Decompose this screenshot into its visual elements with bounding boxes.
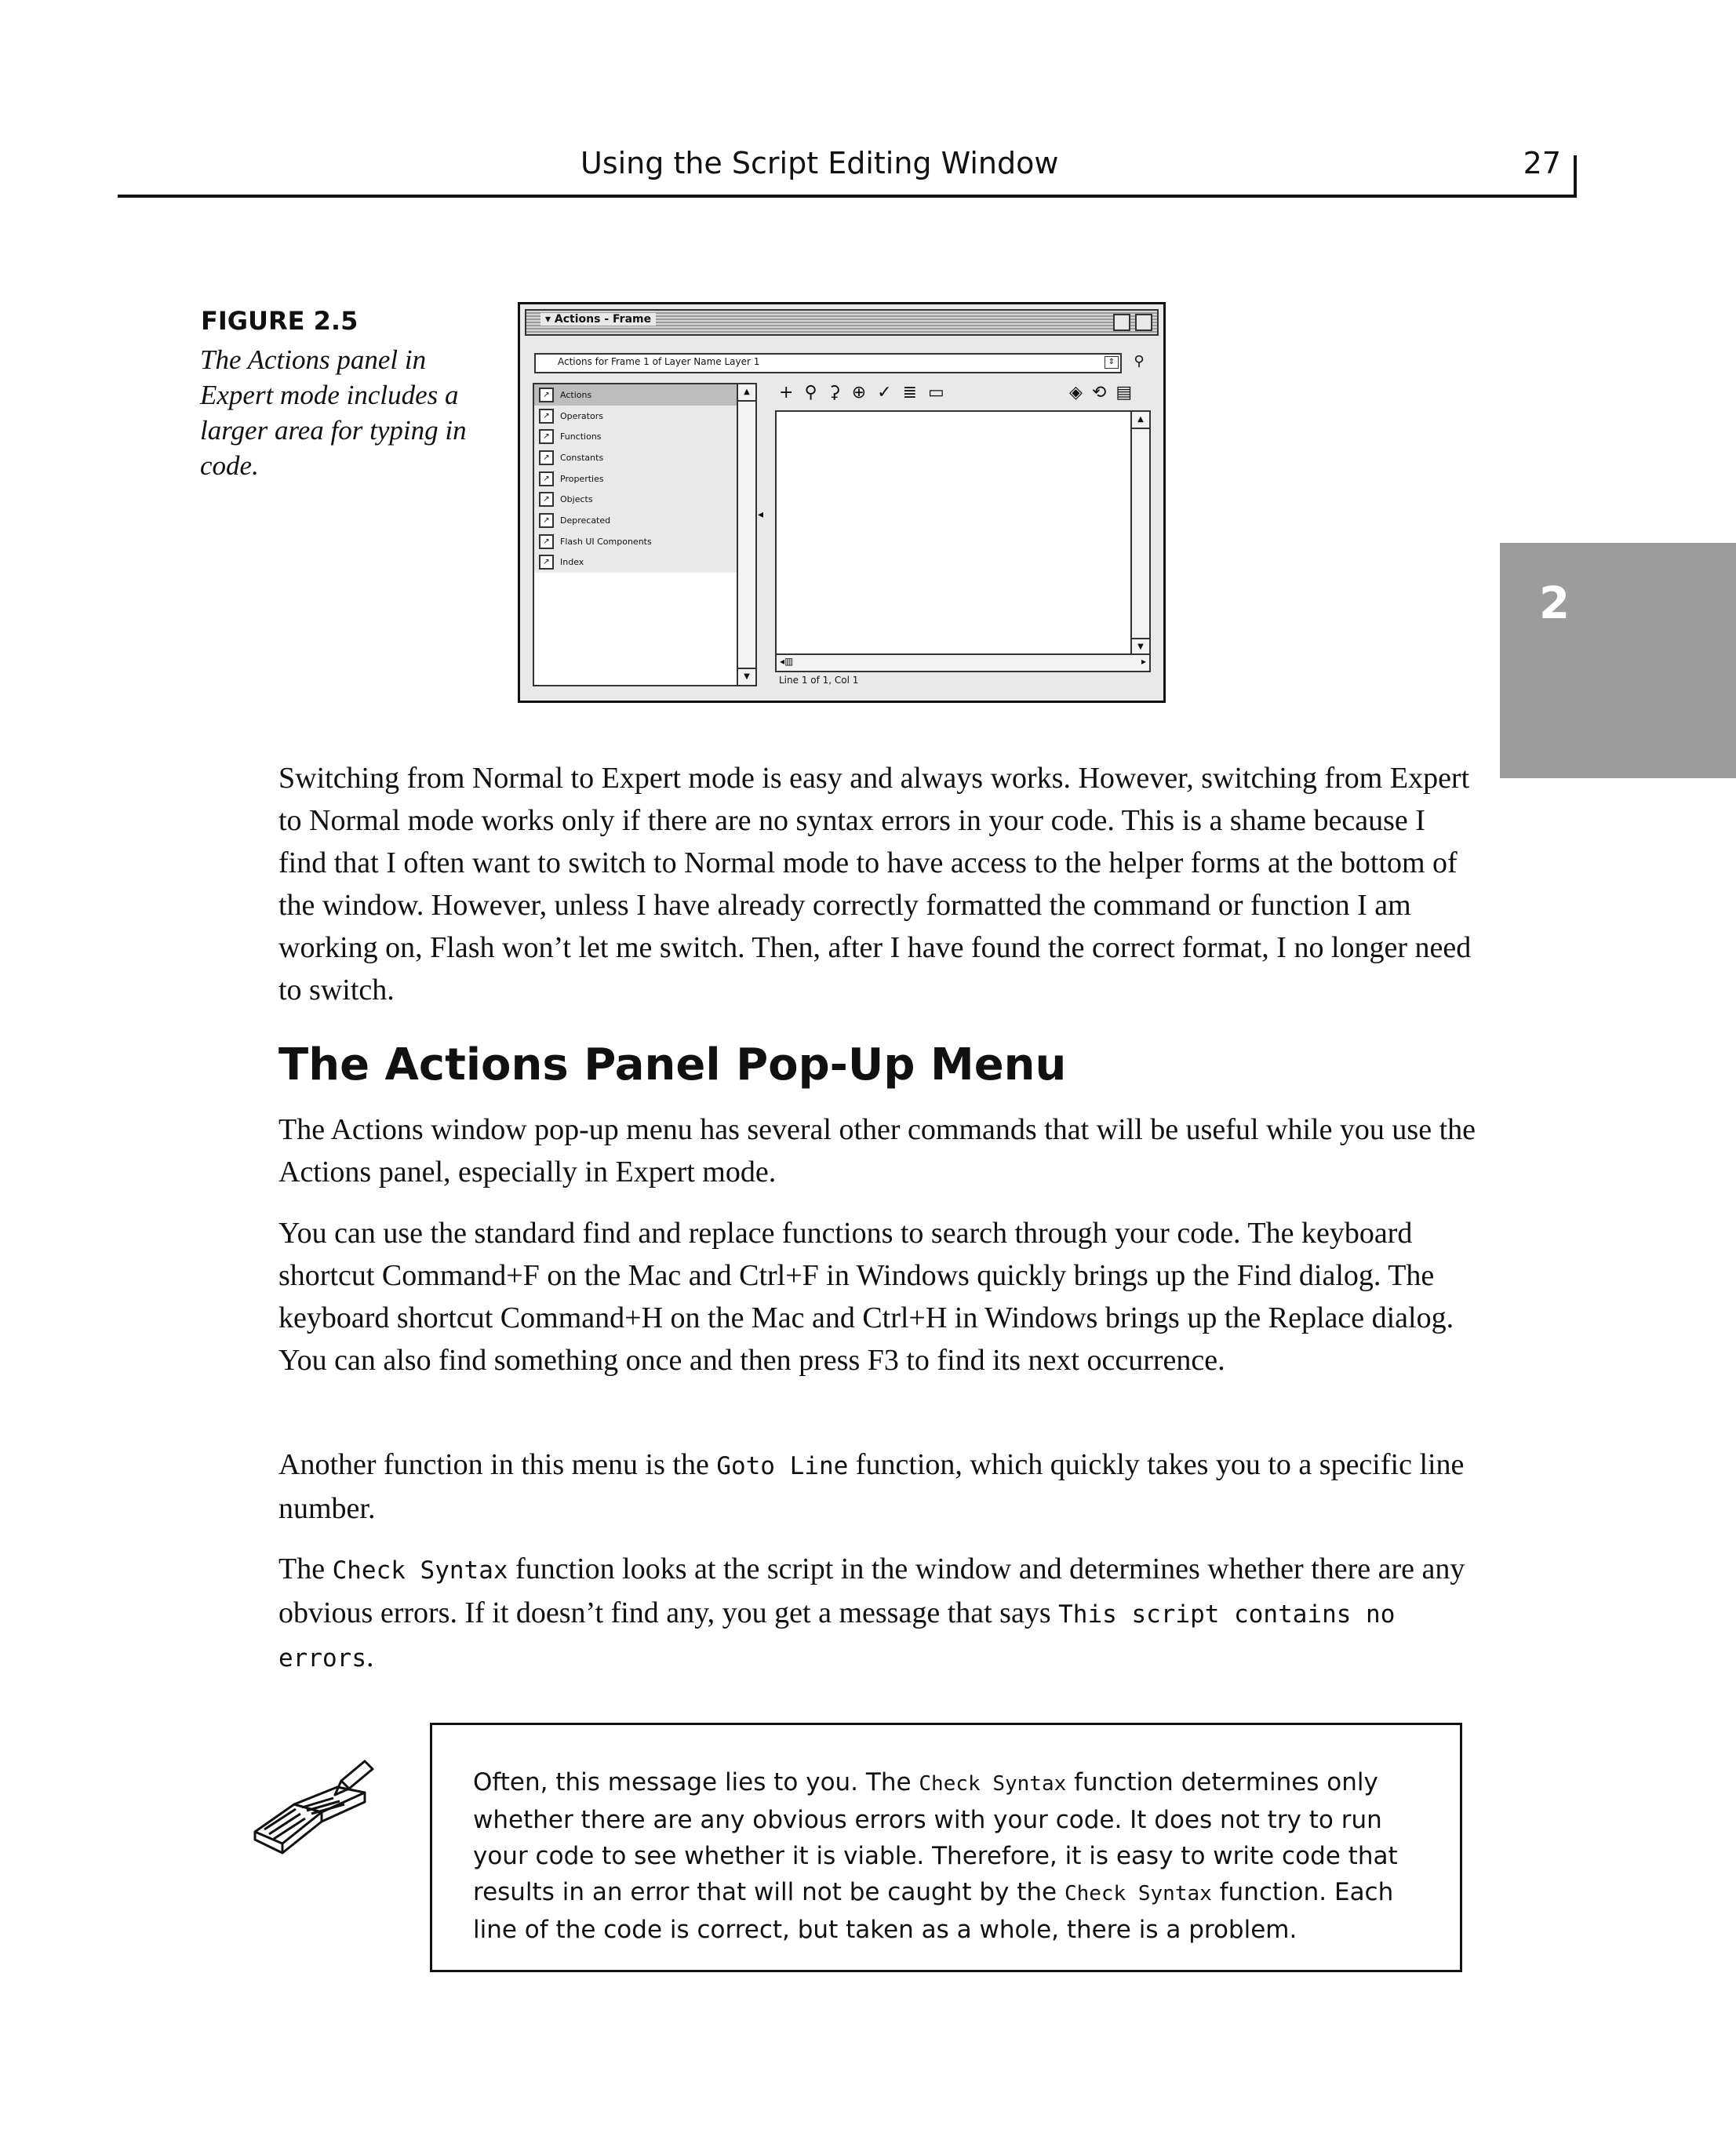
paragraph: Switching from Normal to Expert mode is easy and always works. However, switching from Expert to Normal mode works only if there are no syntax errors in your code. This is a shame because I find that I often want to switch to Normal mode to have access to the helper forms at the bottom of the window. However, unless I have already correctly formatted the command or function I am working on, Flash won’t let me switch. Then, after I have found the correct format, I no longer need to switch.	[278, 762, 1472, 1006]
panel-title: ▾ Actions - Frame	[540, 313, 656, 326]
script-target-select	[534, 353, 1122, 373]
book-icon: ↗	[539, 450, 554, 465]
select-arrow-icon: ⇕	[1105, 356, 1119, 369]
pin-icon: ⚲	[1134, 353, 1145, 369]
book-icon: ↗	[539, 555, 554, 570]
editor-scrollbar	[1130, 412, 1149, 655]
book-icon: ↗	[539, 409, 554, 424]
toolbox-item-label: Actions	[560, 389, 592, 400]
paragraph: The Actions window pop-up menu has several other commands that will be useful while you use the Actions panel, especially in Expert mode.	[278, 1113, 1476, 1188]
book-icon: ↗	[539, 534, 554, 549]
replace-icon: ⚳	[828, 383, 841, 402]
chapter-number: 2	[1539, 578, 1570, 629]
book-icon: ↗	[539, 388, 554, 402]
chapter-thumb-tab	[1500, 543, 1736, 778]
editor-horizontal-scrollbar	[775, 653, 1151, 672]
toolbox-item-label: Objects	[560, 494, 593, 505]
scroll-down-arrow-icon: ▼	[738, 668, 755, 685]
toolbox-item	[534, 468, 755, 490]
toolbox-item	[534, 552, 755, 573]
editor-status-line: Line 1 of 1, Col 1	[779, 675, 859, 686]
toolbox-item	[534, 406, 755, 427]
book-icon: ↗	[539, 471, 554, 486]
inline-code: Check Syntax	[919, 1772, 1067, 1796]
toolbox-item	[534, 384, 755, 406]
text-run: function, which quickly takes you to a specific line number.	[278, 1448, 1465, 1525]
toolbox-item-label: Constants	[560, 452, 604, 463]
text-run: function looks at the script in the window and determines whether there are any obvious errors. If it doesn’t find any, you get a message that says	[278, 1552, 1465, 1629]
page-number: 27	[1523, 146, 1561, 180]
toolbox-item-label: Properties	[560, 473, 604, 484]
panel-menu-icon	[1113, 314, 1130, 331]
text-run: The	[278, 1552, 333, 1585]
debug-icon: ◈	[1069, 383, 1083, 402]
figure-caption: The Actions panel in Expert mode includes a larger area for typing in code.	[200, 344, 467, 481]
toolbox-item	[534, 531, 755, 552]
scroll-up-arrow-icon: ▲	[1132, 412, 1149, 429]
toolbox-scrollbar	[737, 384, 755, 685]
inline-code: Check Syntax	[1064, 1882, 1212, 1906]
inline-code: This script contains no errors	[278, 1600, 1396, 1673]
toolbox-item-label: Flash UI Components	[560, 536, 652, 547]
text-run: function determines only whether there are any obvious errors with your code. It does not try to run your code to see whether it is viable. Therefore, it is easy to write code that results in an error that will not be caught by the	[473, 1768, 1398, 1906]
scroll-left-arrow-icon: ◂▥	[780, 656, 794, 667]
paragraph: You can use the standard find and replace functions to search through your code. The keyboard shortcut Command+F on the Mac and Ctrl+F in Windows quickly brings up the Find dialog. The keyboard shortcut Command+H on the Mac and Ctrl+H in Windows brings up the Replace dialog. You can also find something once and then press F3 to find its next occurrence.	[278, 1217, 1454, 1377]
script-target-label: Actions for Frame 1 of Layer Name Layer 1	[558, 356, 760, 367]
panel-titlebar	[525, 309, 1159, 336]
target-icon: ⊕	[851, 383, 867, 402]
note-box	[430, 1723, 1462, 1972]
paragraph	[278, 1443, 1479, 1530]
panel-zoom-icon	[1135, 314, 1152, 331]
find-icon: ⚲	[804, 383, 817, 402]
menu-icon: ▤	[1115, 383, 1133, 402]
text-run: Another function in this menu is the	[278, 1448, 717, 1481]
note-notebook-icon	[247, 1757, 380, 1867]
book-icon: ↗	[539, 429, 554, 444]
running-header	[118, 141, 1577, 198]
running-header-title: Using the Script Editing Window	[580, 146, 1059, 180]
figure-actions-panel-screenshot	[518, 302, 1166, 703]
inline-code: Check Syntax	[332, 1556, 508, 1585]
scroll-down-arrow-icon: ▼	[1132, 638, 1149, 655]
inline-code: Goto Line	[716, 1452, 849, 1480]
scroll-up-arrow-icon: ▲	[738, 384, 755, 402]
script-editor-area	[775, 410, 1151, 657]
section-heading: The Actions Panel Pop-Up Menu	[278, 1039, 1067, 1090]
actions-toolbox	[533, 383, 757, 686]
view-options-icon: ⟲	[1091, 383, 1107, 402]
toolbox-item-label: Deprecated	[560, 515, 611, 526]
figure-label: FIGURE 2.5	[201, 306, 358, 336]
scroll-right-arrow-icon: ▸	[1141, 656, 1146, 667]
book-icon: ↗	[539, 513, 554, 528]
check-syntax-icon: ✓	[877, 383, 892, 402]
text-run: function. Each line of the code is correct, but taken as a whole, there is a problem.	[473, 1878, 1394, 1944]
toolbox-item	[534, 447, 755, 468]
pane-divider-handle-icon: ◂	[758, 508, 764, 521]
toolbox-item	[534, 426, 755, 447]
toolbox-item	[534, 489, 755, 510]
toolbox-item-label: Index	[560, 557, 584, 568]
auto-format-icon: ≣	[902, 383, 917, 402]
header-rule-tick	[1574, 155, 1577, 196]
text-run: Often, this message lies to you. The	[473, 1768, 919, 1796]
paragraph	[278, 1548, 1479, 1680]
text-run: .	[366, 1640, 374, 1673]
book-icon: ↗	[539, 492, 554, 507]
add-icon: +	[779, 383, 794, 402]
panel-title-text: Actions - Frame	[554, 313, 652, 326]
toolbox-item	[534, 510, 755, 531]
toolbox-item-label: Functions	[560, 431, 602, 442]
editor-toolbar-right	[1069, 383, 1132, 402]
toolbox-item-label: Operators	[560, 410, 603, 421]
note-text	[473, 1764, 1430, 1948]
code-hint-icon: ▭	[928, 383, 944, 402]
